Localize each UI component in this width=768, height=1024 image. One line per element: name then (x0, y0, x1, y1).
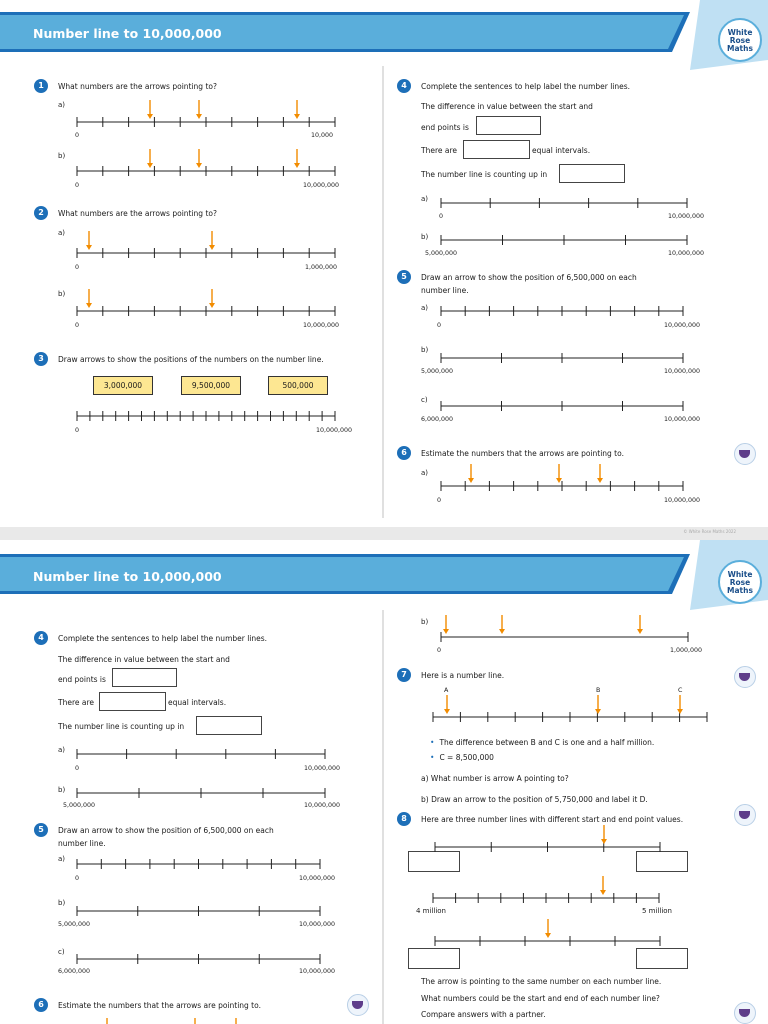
number-card: 500,000 (268, 376, 328, 395)
q4b-label: b) (421, 233, 429, 241)
question-number-8: 8 (397, 812, 411, 826)
q4-sentence-1: The difference in value between the start and (421, 102, 593, 111)
q8-mid-end-label: 5 million (642, 907, 672, 915)
question-number-1: 1 (34, 79, 48, 93)
question-number-5: 5 (34, 823, 48, 837)
q4-sentence-3b: equal intervals. (532, 146, 591, 155)
arrow-down-icon (233, 1018, 239, 1024)
q4b-start-label: 5,000,000 (425, 250, 458, 257)
q8-mid-start-label: 4 million (416, 907, 446, 915)
number-line (0, 540, 672, 951)
q4-sentence-3a: There are (421, 146, 457, 155)
q6a-end-label: 10,000,000 (664, 497, 701, 504)
q1a-label: a) (58, 101, 66, 109)
q4-sentence-1: The difference in value between the start and (58, 655, 230, 664)
q3-end-label: 10,000,000 (316, 427, 353, 434)
help-icon[interactable] (347, 994, 369, 1016)
question-number-4: 4 (34, 631, 48, 645)
number-card: 9,500,000 (181, 376, 241, 395)
q4b-end-label: 10,000,000 (304, 802, 341, 809)
point-label-b: B (596, 687, 601, 694)
question-5-text-2: number line. (58, 839, 106, 848)
q4-sentence-3b: equal intervals. (168, 698, 227, 707)
q5a-label: a) (421, 304, 429, 312)
q1b-label: b) (58, 152, 66, 160)
q5c-end-label: 10,000,000 (299, 968, 336, 975)
question-1-text: What numbers are the arrows pointing to? (58, 82, 217, 91)
q4-sentence-2: end points is (58, 675, 106, 684)
help-icon[interactable] (734, 443, 756, 465)
question-5-text-1: Draw an arrow to show the position of 6,500,000 on each (421, 273, 637, 282)
q5c-start-label: 6,000,000 (58, 968, 91, 975)
worksheet-page-2 (0, 540, 768, 1024)
arrow-down-icon (677, 695, 683, 714)
question-number-4: 4 (397, 79, 411, 93)
arrow-down-icon (597, 464, 603, 483)
q4-sentence-2: end points is (421, 123, 469, 132)
q5a-start-label: 0 (437, 322, 442, 329)
question-number-2: 2 (34, 206, 48, 220)
arrow-down-icon (192, 1018, 198, 1024)
q4b-start-label: 5,000,000 (63, 802, 96, 809)
q5a-label: a) (58, 855, 66, 863)
q5b-start-label: 5,000,000 (421, 368, 454, 375)
point-label-c: C (678, 687, 683, 694)
q6b-label: b) (421, 618, 429, 626)
question-4-text: Complete the sentences to help label the number lines. (58, 634, 268, 643)
q4a-end-label: 10,000,000 (668, 213, 705, 220)
q5c-label: c) (58, 948, 65, 956)
page-title: Number line to 10,000,000 (33, 26, 222, 41)
q7-part-a: a) What number is arrow A pointing to? (421, 774, 569, 783)
point-label-a: A (444, 687, 449, 694)
q5a-start-label: 0 (75, 875, 80, 882)
q5b-label: b) (58, 899, 66, 907)
q5b-end-label: 10,000,000 (299, 921, 336, 928)
q4b-end-label: 10,000,000 (668, 250, 705, 257)
answer-box[interactable] (408, 948, 460, 969)
q6b-end-label: 1,000,000 (670, 647, 703, 654)
question-3-text: Draw arrows to show the positions of the numbers on the number line. (58, 355, 324, 364)
q4b-label: b) (58, 786, 66, 794)
arrow-down-icon (104, 1018, 110, 1024)
page-gap (0, 527, 768, 540)
page-title: Number line to 10,000,000 (33, 569, 222, 584)
question-6-text: Estimate the numbers that the arrows are pointing to. (58, 1001, 261, 1010)
q5b-end-label: 10,000,000 (664, 368, 701, 375)
number-line (0, 0, 695, 496)
q2b-end-label: 10,000,000 (303, 322, 340, 329)
q5a-end-label: 10,000,000 (299, 875, 336, 882)
question-4-text: Complete the sentences to help label the number lines. (421, 82, 631, 91)
q5c-end-label: 10,000,000 (664, 416, 701, 423)
q4a-end-label: 10,000,000 (304, 765, 341, 772)
question-6-text: Estimate the numbers that the arrows are pointing to. (421, 449, 624, 458)
question-number-6: 6 (397, 446, 411, 460)
copyright-text: © White Rose Maths 2022 (683, 529, 736, 534)
q4a-start-label: 0 (439, 213, 444, 220)
question-8-text: Here are three number lines with different start and end point values. (421, 815, 684, 824)
answer-box[interactable] (636, 948, 688, 969)
q1b-end-label: 10,000,000 (303, 182, 340, 189)
arrow-down-icon (556, 464, 562, 483)
question-number-6: 6 (34, 998, 48, 1012)
q5b-start-label: 5,000,000 (58, 921, 91, 928)
q6a-start-label: 0 (437, 497, 442, 504)
q2b-start-label: 0 (75, 322, 80, 329)
q6a-label: a) (421, 469, 429, 477)
q8-footer-3: Compare answers with a partner. (421, 1010, 546, 1019)
question-7-text: Here is a number line. (421, 671, 505, 680)
q5a-end-label: 10,000,000 (664, 322, 701, 329)
q5c-label: c) (421, 396, 428, 404)
q1a-end-label: 10,000 (311, 132, 334, 139)
q4-sentence-3a: There are (58, 698, 94, 707)
q4a-label: a) (421, 195, 429, 203)
q1b-start-label: 0 (75, 182, 80, 189)
number-card: 3,000,000 (93, 376, 153, 395)
help-icon[interactable] (734, 804, 756, 826)
help-icon[interactable] (734, 1002, 756, 1024)
q6b-start-label: 0 (437, 647, 442, 654)
q2a-label: a) (58, 229, 66, 237)
help-icon[interactable] (734, 666, 756, 688)
q2a-start-label: 0 (75, 264, 80, 271)
q7-part-b: b) Draw an arrow to the position of 5,750,000 and label it D. (421, 795, 648, 804)
white-rose-maths-logo: White Rose Maths (718, 18, 762, 62)
q5c-start-label: 6,000,000 (421, 416, 454, 423)
question-5-text-2: number line. (421, 286, 469, 295)
q4a-label: a) (58, 746, 66, 754)
white-rose-maths-logo: White Rose Maths (718, 560, 762, 604)
q1a-start-label: 0 (75, 132, 80, 139)
q4a-start-label: 0 (75, 765, 80, 772)
q2a-end-label: 1,000,000 (305, 264, 338, 271)
q5b-label: b) (421, 346, 429, 354)
question-number-5: 5 (397, 270, 411, 284)
arrow-down-icon (545, 919, 551, 938)
q7-bullet-2: • C = 8,500,000 (430, 753, 494, 762)
question-number-7: 7 (397, 668, 411, 682)
q8-footer-1: The arrow is pointing to the same number on each number line. (421, 977, 662, 986)
question-2-text: What numbers are the arrows pointing to? (58, 209, 217, 218)
arrow-down-icon (468, 464, 474, 483)
q2b-label: b) (58, 290, 66, 298)
q3-start-label: 0 (75, 427, 80, 434)
question-5-text-1: Draw an arrow to show the position of 6,500,000 on each (58, 826, 274, 835)
q7-bullet-1: • The difference between B and C is one and a half million. (430, 738, 654, 747)
q4-sentence-4: The number line is counting up in (58, 722, 185, 731)
question-number-3: 3 (34, 352, 48, 366)
q4-sentence-4: The number line is counting up in (421, 170, 548, 179)
q8-footer-2: What numbers could be the start and end of each number line? (421, 994, 660, 1003)
